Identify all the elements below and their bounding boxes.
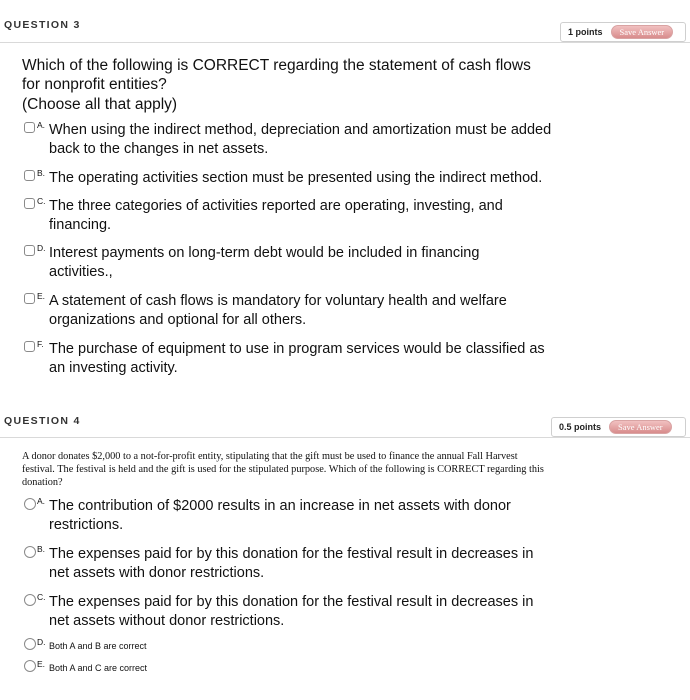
q4-points-box (551, 417, 686, 437)
question-4-header: QUESTION 4 (4, 415, 81, 427)
choice-letter: E. (37, 659, 46, 669)
choice-letter: A. (37, 120, 46, 130)
choice-text: Interest payments on long-term debt would be included in financing activities., (49, 245, 480, 280)
q3-instruction: (Choose all that apply) (22, 96, 178, 113)
q4-prompt: A donor donates $2,000 to a not-for-profit entity, stipulating that the gift must be used to finance the annual Fall Harvest festival. The festival is held and the gift is used for the stipulated purpose. Which of the following is CORRECT regarding this donation? (22, 451, 544, 488)
checkbox[interactable] (24, 122, 35, 133)
checkbox[interactable] (24, 170, 35, 181)
choice-letter: C. (37, 592, 46, 602)
choice-letter: A. (37, 496, 46, 506)
checkbox[interactable] (24, 341, 35, 352)
divider (0, 437, 690, 438)
divider (0, 42, 690, 43)
q3-prompt: Which of the following is CORRECT regarding the statement of cash flows for nonprofit entities? (22, 57, 531, 93)
choice-letter: C. (37, 196, 46, 206)
radio-button[interactable] (24, 546, 36, 558)
choice-letter: D. (37, 243, 46, 253)
q3-points: 1 points (568, 27, 603, 37)
choice-letter: E. (37, 291, 46, 301)
choice-letter: F. (37, 339, 44, 349)
checkbox[interactable] (24, 198, 35, 209)
choice-letter: B. (37, 544, 46, 554)
q3-points-box (560, 22, 686, 42)
choice-text: Both A and B are correct (49, 641, 147, 651)
radio-button[interactable] (24, 638, 36, 650)
q4-points: 0.5 points (559, 422, 602, 432)
choice-text: A statement of cash flows is mandatory for voluntary health and welfare organizations and optional for all others. (49, 293, 507, 328)
choice-text: The contribution of $2000 results in an increase in net assets with donor restrictions. (49, 498, 511, 533)
question-3-header: QUESTION 3 (4, 19, 81, 31)
choice-text: Both A and C are correct (49, 663, 148, 673)
choice-text: The expenses paid for by this donation for the festival result in decreases in net assets with donor restrictions. (49, 546, 534, 581)
q3-save-answer-button[interactable]: Save Answer (611, 25, 674, 39)
choice-text: The purchase of equipment to use in program services would be classified as an investing activity. (49, 341, 545, 376)
q4-save-answer-button[interactable]: Save Answer (609, 420, 672, 434)
choice-text: The three categories of activities reported are operating, investing, and financing. (49, 198, 503, 233)
choice-text: When using the indirect method, depreciation and amortization must be added back to the changes in net assets. (49, 122, 552, 157)
choice-text: The expenses paid for by this donation for the festival result in decreases in net assets without donor restrictions. (49, 594, 534, 629)
radio-button[interactable] (24, 498, 36, 510)
checkbox[interactable] (24, 245, 35, 256)
radio-button[interactable] (24, 660, 36, 672)
checkbox[interactable] (24, 293, 35, 304)
choice-letter: D. (37, 637, 46, 647)
choice-text: The operating activities section must be presented using the indirect method. (49, 170, 543, 186)
choice-letter: B. (37, 168, 46, 178)
radio-button[interactable] (24, 594, 36, 606)
